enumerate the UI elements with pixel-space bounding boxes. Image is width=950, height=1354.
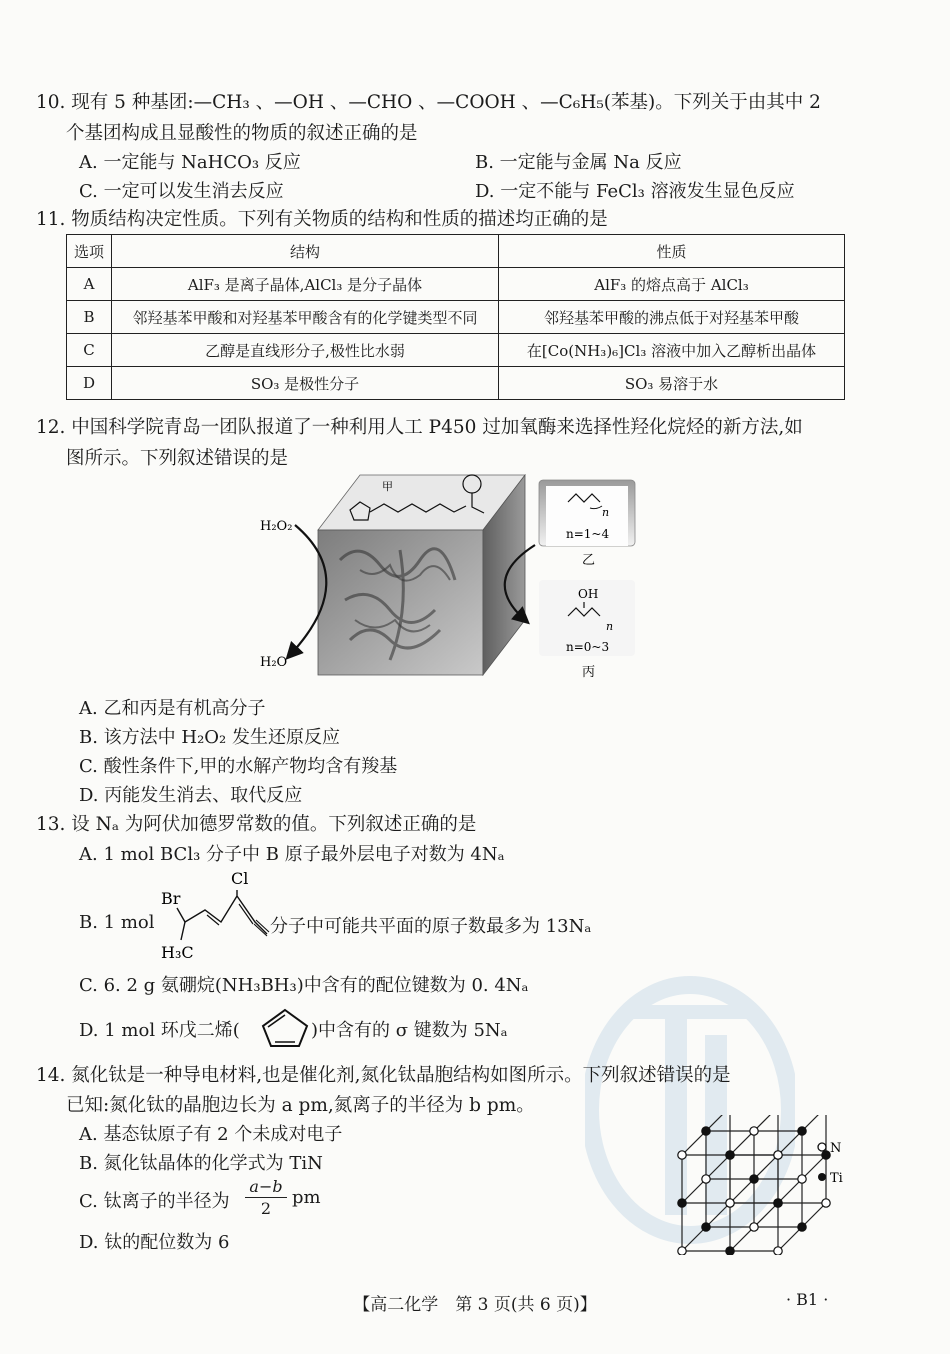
q10-option-a: A. 一定能与 NaHCO₃ 反应 [79, 152, 301, 173]
table-cell: A [67, 268, 112, 301]
page-footer: 【高二化学 第 3 页(共 6 页)】 [353, 1295, 597, 1315]
q14-option-c-prefix: C. 钛离子的半径为 [79, 1191, 230, 1212]
q14-option-d: D. 钛的配位数为 6 [79, 1232, 230, 1253]
n-atom [774, 1247, 782, 1255]
q13-option-a: A. 1 mol BCl₃ 分子中 B 原子最外层电子对数为 4Nₐ [79, 844, 505, 865]
ti-atom [750, 1175, 758, 1183]
label-yi: 乙 [582, 553, 596, 568]
q13-option-d-prefix: D. 1 mol 环戊二烯( [79, 1020, 240, 1041]
table-cell: 邻羟基苯甲酸和对羟基苯甲酸含有的化学键类型不同 [112, 301, 499, 334]
legend-ti: Ti [830, 1171, 843, 1186]
ti-atom [798, 1127, 806, 1135]
label-n-range-bing: n=0~3 [566, 640, 610, 654]
q13-option-b-prefix: B. 1 mol [79, 912, 155, 933]
q14-option-b: B. 氮化钛晶体的化学式为 TiN [79, 1153, 323, 1174]
q12-figure [250, 470, 650, 685]
ti-atom [798, 1223, 806, 1231]
table-header-structure: 结构 [112, 235, 499, 268]
label-cl: Cl [231, 869, 249, 888]
label-n-yi: n [602, 506, 610, 519]
label-n-bing: n [606, 620, 614, 633]
n-atom [750, 1127, 758, 1135]
label-br: Br [161, 889, 181, 908]
page-tag: · B1 · [786, 1290, 829, 1309]
label-n-range-yi: n=1~4 [566, 527, 610, 541]
table-header-row [67, 235, 845, 268]
q13-molecule-structure [155, 866, 275, 962]
q12-option-c: C. 酸性条件下,甲的水解产物均含有羧基 [79, 756, 398, 777]
q13-option-c: C. 6. 2 g 氨硼烷(NH₃BH₃)中含有的配位键数为 0. 4Nₐ [79, 975, 529, 996]
label-bing: 丙 [582, 665, 596, 680]
n-atom [678, 1247, 686, 1255]
table-cell: AlF₃ 的熔点高于 AlCl₃ [499, 268, 845, 301]
q10-stem-line1: 10. 现有 5 种基团:—CH₃ 、—OH 、—CHO 、—COOH 、—C₆H₅(苯基)。下列关于由其中 2 [36, 92, 821, 113]
legend-n: N [830, 1141, 842, 1156]
q13-option-d-suffix: )中含有的 σ 键数为 5Nₐ [311, 1020, 508, 1041]
table-cell: 在[Co(NH₃)₆]Cl₃ 溶液中加入乙醇析出晶体 [499, 334, 845, 367]
table-cell: D [67, 367, 112, 400]
q14-option-a: A. 基态钛原子有 2 个未成对电子 [79, 1124, 343, 1145]
table-cell: SO₃ 是极性分子 [112, 367, 499, 400]
table-header-option: 选项 [67, 235, 112, 268]
ti-atom [702, 1223, 710, 1231]
label-jia: 甲 [382, 480, 393, 493]
ti-atom [822, 1151, 830, 1159]
n-atom [822, 1199, 830, 1207]
ti-atom [702, 1127, 710, 1135]
q14-option-c-unit: pm [292, 1187, 321, 1208]
n-atom [702, 1175, 710, 1183]
q12-option-a: A. 乙和丙是有机高分子 [79, 698, 266, 719]
n-atom [798, 1175, 806, 1183]
label-h2o: H₂O [260, 655, 288, 670]
label-h3c: H₃C [161, 943, 194, 962]
ti-atom [726, 1151, 734, 1159]
n-atom [678, 1151, 686, 1159]
label-h2o2: H₂O₂ [260, 519, 293, 534]
q14-stem: 14. 氮化钛是一种导电材料,也是催化剂,氮化钛晶胞结构如图所示。下列叙述错误的是 [36, 1065, 731, 1086]
cyclopentadiene-structure [257, 1006, 313, 1050]
q11-stem: 11. 物质结构决定性质。下列有关物质的结构和性质的描述均正确的是 [36, 209, 608, 230]
table-cell: SO₃ 易溶于水 [499, 367, 845, 400]
q12-option-d: D. 丙能发生消去、取代反应 [79, 785, 303, 806]
table-row [67, 334, 845, 367]
table-cell: B [67, 301, 112, 334]
table-cell: 乙醇是直线形分子,极性比水弱 [112, 334, 499, 367]
table-row [67, 301, 845, 334]
q12-option-b: B. 该方法中 H₂O₂ 发生还原反应 [79, 727, 340, 748]
q14-fraction-denominator: 2 [260, 1199, 272, 1218]
table-cell: 邻羟基苯甲酸的沸点低于对羟基苯甲酸 [499, 301, 845, 334]
ti-atom [726, 1247, 734, 1255]
q14-fraction-numerator: a−b [245, 1177, 287, 1198]
q14-crystal-cell [660, 1115, 860, 1255]
n-atom [774, 1151, 782, 1159]
q10-option-d: D. 一定不能与 FeCl₃ 溶液发生显色反应 [475, 181, 795, 202]
table-header-property: 性质 [499, 235, 845, 268]
q10-stem-line2: 个基团构成且显酸性的物质的叙述正确的是 [66, 123, 418, 144]
table-row [67, 268, 845, 301]
enzyme-cube [318, 475, 525, 675]
q11-table [66, 234, 845, 400]
n-atom [750, 1223, 758, 1231]
table-cell: C [67, 334, 112, 367]
table-row [67, 367, 845, 400]
q13-option-b-suffix: 分子中可能共平面的原子数最多为 13Nₐ [270, 916, 592, 937]
q12-stem-line2: 图所示。下列叙述错误的是 [66, 448, 289, 469]
label-oh: OH [578, 587, 599, 601]
q10-option-b: B. 一定能与金属 Na 反应 [475, 152, 682, 173]
ti-atom [678, 1199, 686, 1207]
q14-given: 已知:氮化钛的晶胞边长为 a pm,氮离子的半径为 b pm。 [66, 1095, 535, 1116]
q12-stem-line1: 12. 中国科学院青岛一团队报道了一种利用人工 P450 过加氧酶来选择性羟化烷烃的新方法,如 [36, 417, 803, 438]
n-atom [726, 1199, 734, 1207]
q13-stem: 13. 设 Nₐ 为阿伏加德罗常数的值。下列叙述正确的是 [36, 814, 477, 835]
ti-atom [774, 1199, 782, 1207]
q10-option-c: C. 一定可以发生消去反应 [79, 181, 284, 202]
table-cell: AlF₃ 是离子晶体,AlCl₃ 是分子晶体 [112, 268, 499, 301]
